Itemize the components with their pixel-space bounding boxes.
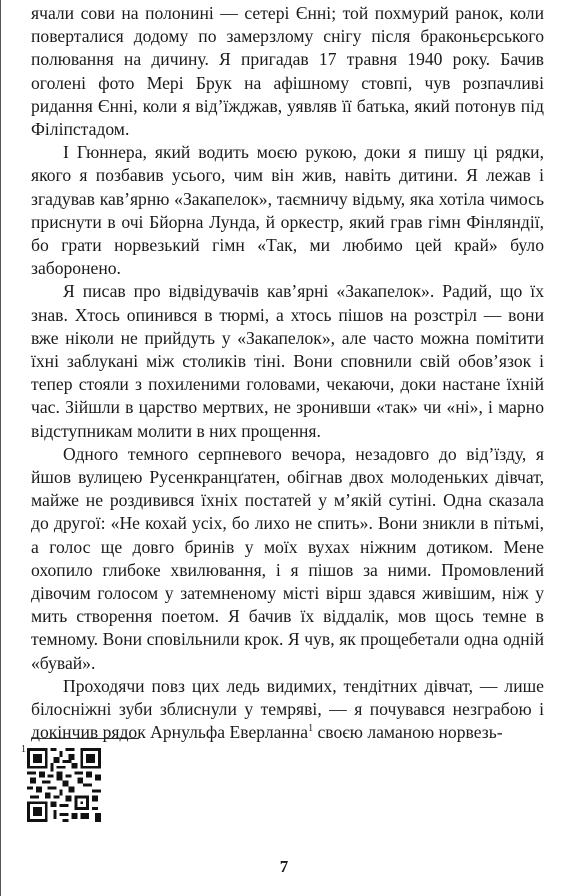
footnote-divider bbox=[31, 738, 139, 739]
paragraph-1: ячали сови на полонині — сетері Єнні; той похмурий ранок, коли поверталися додому по замерзлому снігу після браконьєрського полювання на дичину. Я пригадав 17 травня 1940 року. Бачив оголені фото Мері Брук на афішному стовпі, чув розпачливі ридання Єнні, коли я від’їжджав, уявляв її батька, який потонув під Філіпстадом. bbox=[31, 3, 544, 140]
page-number: 7 bbox=[279, 857, 289, 876]
body-text bbox=[31, 2, 544, 745]
paragraph-5-text: Проходячи повз цих ледь видимих, тендітних дівчат, — лише білосніжні зуби зблиснули у темряві, — я почувався незграбою і докінчив рядок Арнульфа Еверланна bbox=[31, 675, 544, 743]
paragraph-4: Одного темного серпневого вечора, незадовго до від’їзду, я йшов вулицею Русенкранцґатен, обігнав двох молоденьких дівчат, майже не роздивився їхніх постатей у м’якій сутіні. Одна сказала до другої: «Не кохай усіх, бо лихо не спить». Вони зникли в пітьмі, а голос ще довго бринів у моїх вухах ніжним дотиком. Мене охопило глибоке хвилювання, і я пішов за ними. Промовлений дівочим голосом у затемненому місті вірш здався живішим, ніж у мить створення поетом. Я бачив їх віддалік, мов щось темне в темному. Вони сповільнили крок. Я чув, як прощебетали одна одній «бувай». bbox=[31, 443, 544, 673]
paragraph-5 bbox=[31, 675, 544, 745]
footnote-number: 1 bbox=[21, 744, 26, 755]
paragraph-5-tail: своєю ламаною норвезь- bbox=[313, 722, 503, 743]
paragraph-3: Я писав про відвідувачів кав’ярні «Закапелок». Радий, що їх знав. Хтось опинився в тюрмі, а хтось пішов на розстріл — вони вже ніколи не прийдуть у «Закапелок», але часто можна помітити їхні заблукані між столиків тіні. Вони сповнили свій обов’язок і тепер стояли з похиленими головами, чекаючи, доки настане їхній час. Зійшли в царство мертвих, не зронивши «так» чи «ні», і марно відступникам молити в них прощення. bbox=[31, 281, 544, 441]
paragraph-2: І Гюннера, який водить моєю рукою, доки я пишу ці рядки, якого я позбавив усього, чим він жив, навіть дитини. Я лежав і згадував кав’ярню «Закапелок», таємничу відьму, яка хотіла чимось приснути в очі Бйорна Лунда, й оркестр, який грав гімн Фінляндії, бо грати норвезький гімн «Так, ми любимо цей край» було заборонено. bbox=[31, 142, 544, 279]
qr-code-icon[interactable] bbox=[27, 748, 101, 822]
footnote-reference[interactable]: 1 bbox=[308, 723, 314, 735]
